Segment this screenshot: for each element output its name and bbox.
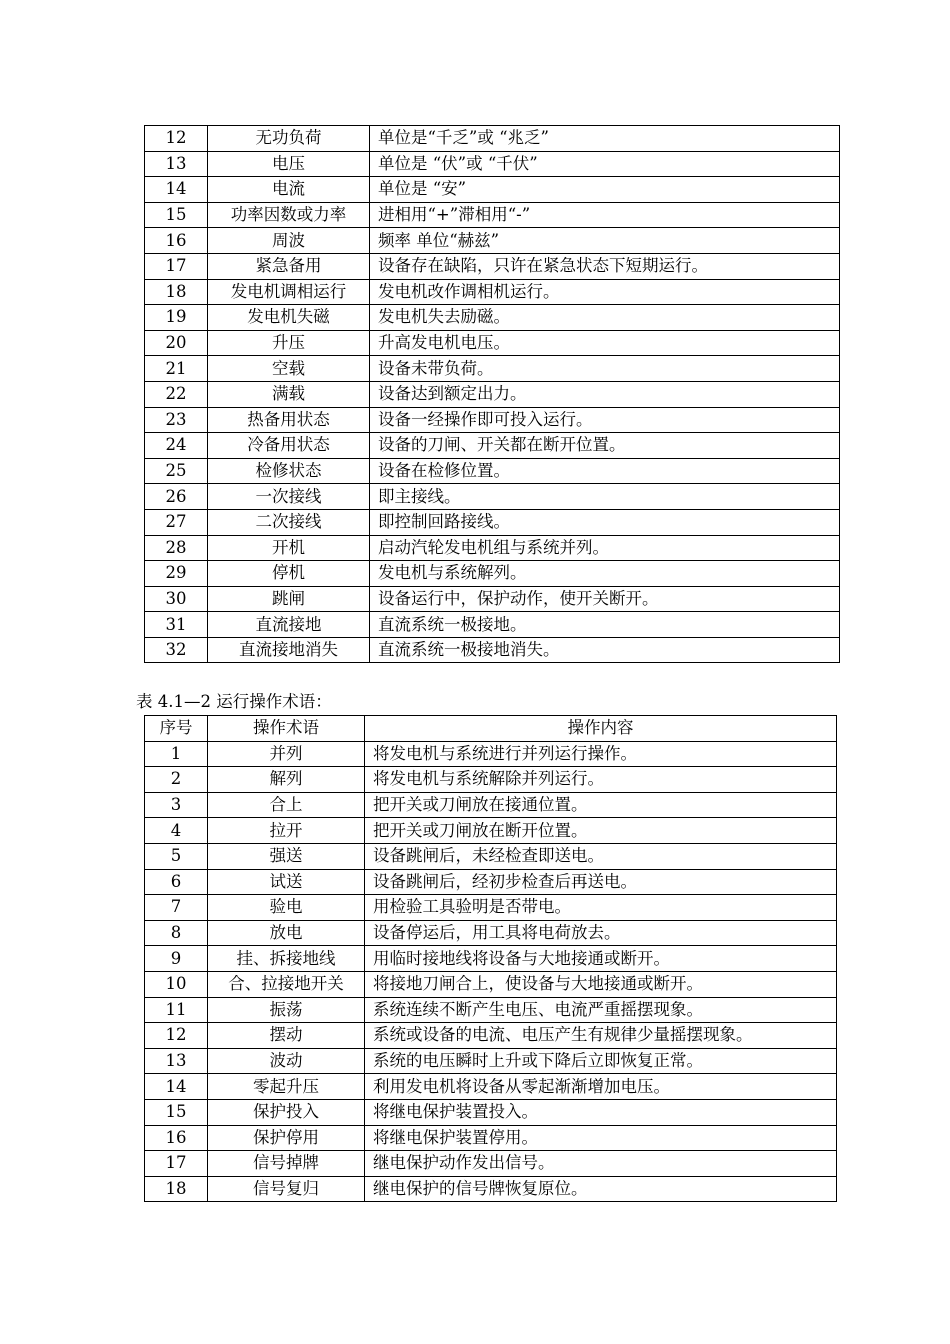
header-no: 序号 xyxy=(145,716,208,742)
row-description: 直流系统一极接地。 xyxy=(370,612,840,638)
row-term: 合上 xyxy=(208,792,365,818)
table-row xyxy=(145,1125,837,1151)
row-description: 将继电保护装置停用。 xyxy=(365,1125,837,1151)
table-row xyxy=(145,484,840,510)
row-term: 升压 xyxy=(208,330,370,356)
row-number: 5 xyxy=(145,843,208,869)
row-term: 放电 xyxy=(208,920,365,946)
row-number: 11 xyxy=(145,997,208,1023)
row-number: 2 xyxy=(145,767,208,793)
table-row xyxy=(145,1048,837,1074)
table-header-row xyxy=(145,716,837,742)
row-term: 二次接线 xyxy=(208,509,370,535)
table-row xyxy=(145,869,837,895)
row-number: 10 xyxy=(145,971,208,997)
row-number: 3 xyxy=(145,792,208,818)
table-row xyxy=(145,920,837,946)
table-row xyxy=(145,202,840,228)
row-term: 检修状态 xyxy=(208,458,370,484)
row-number: 29 xyxy=(145,561,208,587)
row-term: 发电机失磁 xyxy=(208,305,370,331)
row-term: 验电 xyxy=(208,895,365,921)
terms-table-body xyxy=(145,126,840,663)
row-number: 15 xyxy=(145,202,208,228)
row-description: 即主接线。 xyxy=(370,484,840,510)
row-description: 单位是 “伏”或 “千伏” xyxy=(370,151,840,177)
row-number: 21 xyxy=(145,356,208,382)
table-row xyxy=(145,741,837,767)
row-description: 直流系统一极接地消失。 xyxy=(370,637,840,663)
row-term: 试送 xyxy=(208,869,365,895)
row-number: 9 xyxy=(145,946,208,972)
table-row xyxy=(145,1074,837,1100)
table-row xyxy=(145,509,840,535)
row-number: 13 xyxy=(145,151,208,177)
row-number: 20 xyxy=(145,330,208,356)
row-number: 24 xyxy=(145,433,208,459)
table-row xyxy=(145,433,840,459)
header-desc: 操作内容 xyxy=(365,716,837,742)
row-number: 22 xyxy=(145,381,208,407)
row-term: 摆动 xyxy=(208,1023,365,1049)
row-number: 12 xyxy=(145,126,208,152)
row-number: 15 xyxy=(145,1099,208,1125)
table-row xyxy=(145,637,840,663)
table-row xyxy=(145,458,840,484)
operation-terms-table xyxy=(144,715,837,1202)
table-caption: 表 4.1—2 运行操作术语： xyxy=(136,692,332,711)
row-number: 28 xyxy=(145,535,208,561)
row-description: 系统连续不断产生电压、电流严重摇摆现象。 xyxy=(365,997,837,1023)
row-number: 12 xyxy=(145,1023,208,1049)
header-term: 操作术语 xyxy=(208,716,365,742)
table-row xyxy=(145,612,840,638)
row-term: 挂、拆接地线 xyxy=(208,946,365,972)
table-row xyxy=(145,997,837,1023)
operation-terms-body xyxy=(145,741,837,1202)
row-number: 18 xyxy=(145,1176,208,1202)
row-description: 将继电保护装置投入。 xyxy=(365,1099,837,1125)
row-number: 19 xyxy=(145,305,208,331)
table-row xyxy=(145,586,840,612)
table-row xyxy=(145,767,837,793)
table-row xyxy=(145,1099,837,1125)
table-row xyxy=(145,151,840,177)
row-description: 将发电机与系统解除并列运行。 xyxy=(365,767,837,793)
row-description: 设备的刀闸、开关都在断开位置。 xyxy=(370,433,840,459)
table-row xyxy=(145,843,837,869)
row-description: 设备运行中，保护动作，使开关断开。 xyxy=(370,586,840,612)
table-row xyxy=(145,356,840,382)
row-term: 开机 xyxy=(208,535,370,561)
row-description: 继电保护的信号牌恢复原位。 xyxy=(365,1176,837,1202)
table-row xyxy=(145,561,840,587)
row-term: 合、拉接地开关 xyxy=(208,971,365,997)
table-row xyxy=(145,895,837,921)
terms-table-continued xyxy=(144,125,840,663)
row-description: 系统的电压瞬时上升或下降后立即恢复正常。 xyxy=(365,1048,837,1074)
row-number: 7 xyxy=(145,895,208,921)
table-row xyxy=(145,818,837,844)
row-description: 发电机失去励磁。 xyxy=(370,305,840,331)
row-number: 14 xyxy=(145,1074,208,1100)
table-row xyxy=(145,1176,837,1202)
row-description: 设备跳闸后，经初步检查后再送电。 xyxy=(365,869,837,895)
row-term: 发电机调相运行 xyxy=(208,279,370,305)
row-number: 23 xyxy=(145,407,208,433)
row-term: 满载 xyxy=(208,381,370,407)
row-description: 启动汽轮发电机组与系统并列。 xyxy=(370,535,840,561)
row-number: 16 xyxy=(145,1125,208,1151)
row-description: 设备在检修位置。 xyxy=(370,458,840,484)
row-description: 用临时接地线将设备与大地接通或断开。 xyxy=(365,946,837,972)
table-row xyxy=(145,228,840,254)
row-number: 27 xyxy=(145,509,208,535)
row-term: 波动 xyxy=(208,1048,365,1074)
row-term: 停机 xyxy=(208,561,370,587)
row-description: 将接地刀闸合上，使设备与大地接通或断开。 xyxy=(365,971,837,997)
table-row xyxy=(145,177,840,203)
row-term: 零起升压 xyxy=(208,1074,365,1100)
row-description: 系统或设备的电流、电压产生有规律少量摇摆现象。 xyxy=(365,1023,837,1049)
table-row xyxy=(145,971,837,997)
row-description: 单位是 “安” xyxy=(370,177,840,203)
row-term: 无功负荷 xyxy=(208,126,370,152)
table-row xyxy=(145,253,840,279)
row-term: 保护停用 xyxy=(208,1125,365,1151)
row-term: 强送 xyxy=(208,843,365,869)
table-row xyxy=(145,126,840,152)
row-number: 6 xyxy=(145,869,208,895)
row-description: 把开关或刀闸放在断开位置。 xyxy=(365,818,837,844)
row-number: 25 xyxy=(145,458,208,484)
row-term: 拉开 xyxy=(208,818,365,844)
row-description: 单位是“千乏”或 “兆乏” xyxy=(370,126,840,152)
row-term: 直流接地 xyxy=(208,612,370,638)
row-number: 14 xyxy=(145,177,208,203)
row-term: 解列 xyxy=(208,767,365,793)
row-description: 进相用“+”滞相用“-” xyxy=(370,202,840,228)
row-term: 一次接线 xyxy=(208,484,370,510)
table-row xyxy=(145,407,840,433)
row-term: 功率因数或力率 xyxy=(208,202,370,228)
row-description: 即控制回路接线。 xyxy=(370,509,840,535)
row-description: 发电机与系统解列。 xyxy=(370,561,840,587)
row-term: 电压 xyxy=(208,151,370,177)
table-row xyxy=(145,381,840,407)
row-number: 17 xyxy=(145,1151,208,1177)
row-number: 32 xyxy=(145,637,208,663)
row-description: 设备跳闸后，未经检查即送电。 xyxy=(365,843,837,869)
row-term: 信号复归 xyxy=(208,1176,365,1202)
table-row xyxy=(145,535,840,561)
row-description: 利用发电机将设备从零起渐渐增加电压。 xyxy=(365,1074,837,1100)
row-term: 紧急备用 xyxy=(208,253,370,279)
row-term: 跳闸 xyxy=(208,586,370,612)
row-description: 设备存在缺陷，只许在紧急状态下短期运行。 xyxy=(370,253,840,279)
row-description: 把开关或刀闸放在接通位置。 xyxy=(365,792,837,818)
row-description: 升高发电机电压。 xyxy=(370,330,840,356)
row-term: 周波 xyxy=(208,228,370,254)
row-term: 保护投入 xyxy=(208,1099,365,1125)
table-row xyxy=(145,792,837,818)
row-number: 16 xyxy=(145,228,208,254)
row-description: 发电机改作调相机运行。 xyxy=(370,279,840,305)
row-number: 30 xyxy=(145,586,208,612)
row-term: 振荡 xyxy=(208,997,365,1023)
table-row xyxy=(145,279,840,305)
row-number: 4 xyxy=(145,818,208,844)
row-number: 1 xyxy=(145,741,208,767)
row-description: 设备未带负荷。 xyxy=(370,356,840,382)
row-description: 继电保护动作发出信号。 xyxy=(365,1151,837,1177)
row-number: 8 xyxy=(145,920,208,946)
row-term: 并列 xyxy=(208,741,365,767)
table-row xyxy=(145,330,840,356)
row-term: 信号掉牌 xyxy=(208,1151,365,1177)
table-row xyxy=(145,305,840,331)
row-description: 将发电机与系统进行并列运行操作。 xyxy=(365,741,837,767)
row-term: 直流接地消失 xyxy=(208,637,370,663)
row-term: 空载 xyxy=(208,356,370,382)
row-description: 用检验工具验明是否带电。 xyxy=(365,895,837,921)
row-description: 频率 单位“赫兹” xyxy=(370,228,840,254)
row-description: 设备一经操作即可投入运行。 xyxy=(370,407,840,433)
row-term: 冷备用状态 xyxy=(208,433,370,459)
row-number: 18 xyxy=(145,279,208,305)
row-term: 电流 xyxy=(208,177,370,203)
table-row xyxy=(145,1023,837,1049)
row-description: 设备停运后，用工具将电荷放去。 xyxy=(365,920,837,946)
row-number: 26 xyxy=(145,484,208,510)
row-description: 设备达到额定出力。 xyxy=(370,381,840,407)
table-row xyxy=(145,946,837,972)
row-term: 热备用状态 xyxy=(208,407,370,433)
row-number: 13 xyxy=(145,1048,208,1074)
row-number: 31 xyxy=(145,612,208,638)
table-row xyxy=(145,1151,837,1177)
row-number: 17 xyxy=(145,253,208,279)
